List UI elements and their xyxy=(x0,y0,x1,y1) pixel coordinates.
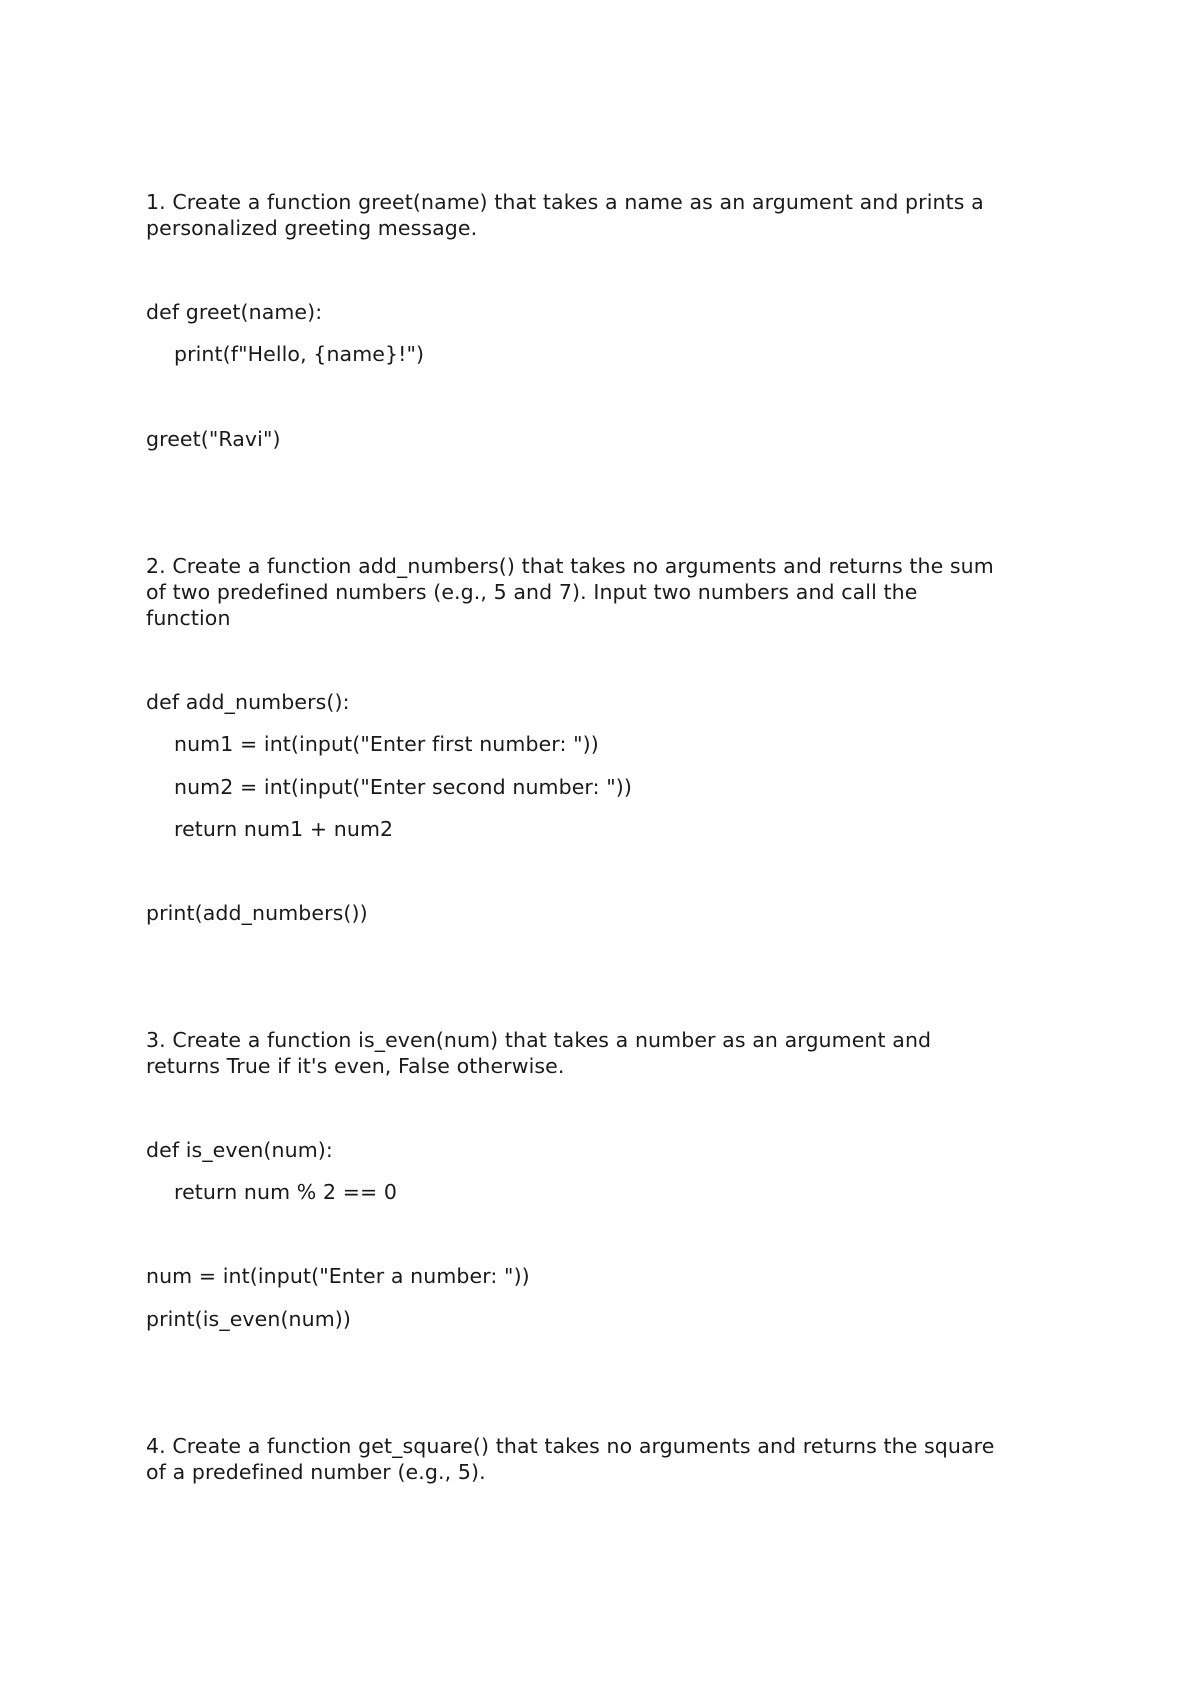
code-line: greet("Ravi") xyxy=(146,427,281,451)
question-4-line-2: of a predefined number (e.g., 5). xyxy=(146,1460,486,1484)
code-line: num2 = int(input("Enter second number: ")) xyxy=(174,775,632,799)
question-2-line-1: 2. Create a function add_numbers() that takes no arguments and returns the sum xyxy=(146,554,994,578)
question-3-line-1: 3. Create a function is_even(num) that takes a number as an argument and xyxy=(146,1028,932,1052)
question-2-line-2: of two predefined numbers (e.g., 5 and 7). Input two numbers and call the xyxy=(146,580,918,604)
code-line: def greet(name): xyxy=(146,300,323,324)
code-line: def is_even(num): xyxy=(146,1138,333,1162)
code-line: return num % 2 == 0 xyxy=(174,1180,398,1204)
question-4-line-1: 4. Create a function get_square() that takes no arguments and returns the square xyxy=(146,1434,995,1458)
code-line: num1 = int(input("Enter first number: ")) xyxy=(174,732,599,756)
question-2-line-3: function xyxy=(146,606,231,630)
code-line: def add_numbers(): xyxy=(146,690,350,714)
question-1-line-2: personalized greeting message. xyxy=(146,216,478,240)
code-line: return num1 + num2 xyxy=(174,817,394,841)
code-line: print(is_even(num)) xyxy=(146,1307,351,1331)
question-1-line-1: 1. Create a function greet(name) that takes a name as an argument and prints a xyxy=(146,190,984,214)
code-line: print(add_numbers()) xyxy=(146,901,368,925)
code-line: print(f"Hello, {name}!") xyxy=(174,342,425,366)
code-line: num = int(input("Enter a number: ")) xyxy=(146,1264,530,1288)
question-3-line-2: returns True if it's even, False otherwise. xyxy=(146,1054,565,1078)
